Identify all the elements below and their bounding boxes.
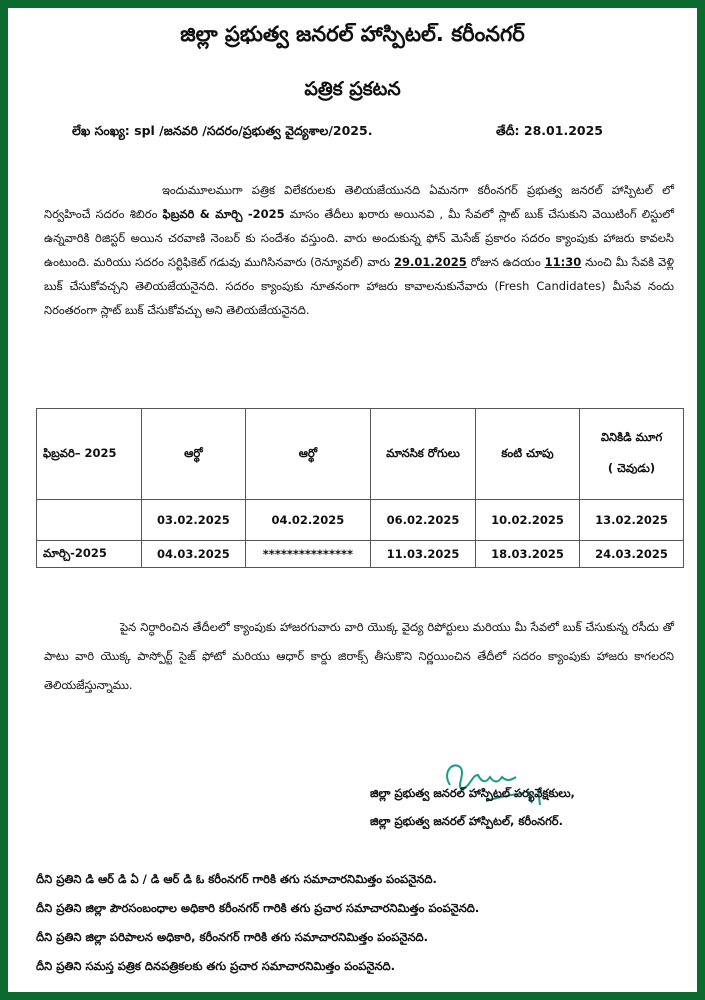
press-release-page [8, 8, 697, 992]
header-month: ఫిబ్రవరి– 2025 [37, 409, 142, 500]
intro-paragraph [44, 178, 674, 322]
feb-date-2: 04.02.2025 [245, 500, 370, 541]
camp-months: ఫిబ్రవరి & మార్చి -2025 [162, 207, 285, 221]
header-ortho-1: ఆర్థో [141, 409, 245, 500]
copy-to-line: దీని ప్రతిని సమస్త పత్రిక దినపత్రికలకు తగు ప్రచార సమాచారనిమిత్తం పంపనైనది. [36, 959, 396, 973]
signatory-office: జిల్లా ప్రభుత్వ జనరల్ హాస్పిటల్, కరీంనగర్. [370, 814, 563, 828]
header-ortho-2: ఆర్థో [245, 409, 370, 500]
mar-date-5: 24.03.2025 [580, 541, 684, 568]
feb-date-3: 06.02.2025 [370, 500, 475, 541]
press-release-heading: పత్రిక ప్రకటన [304, 78, 401, 100]
header-eye: కంటి చూపు [476, 409, 580, 500]
intro-text-4: నుంచి మీ సేవకి వెళ్లి బుక్ చేసుకోవచ్చని తెలియజేయనైనది. సదరం క్యాంపుకు నూతనంగా హాజరు కావాలనుకునేవారు (Fresh Candidates) మీసేవ నందు నిరంతరంగా స్లాట్ బుక్ చేసుకోవచ్చు అని తెలియజేయనైనది. [44, 255, 674, 317]
signature-mark [438, 753, 558, 813]
copy-to-line: దీని ప్రతిని డి ఆర్ డి ఏ / డి ఆర్ డి ఓ కరీంనగర్ గారికి తగు సమాచారనిమిత్తం పంపనైనది. [36, 872, 437, 886]
feb-date-5: 13.02.2025 [580, 500, 684, 541]
copy-to-line: దీని ప్రతిని జిల్లా పౌరసంబంధాల అధికారి కరీంనగర్ గారికి తగు ప్రచార సమాచారనిమిత్తం పంపనైనది. [36, 901, 480, 915]
feb-date-4: 10.02.2025 [476, 500, 580, 541]
reference-number: లేఖ సంఖ్య: spl /జనవరి /సదరం/ప్రభుత్వ వైద్యశాల/2025. [72, 123, 373, 138]
intro-text-1: ఇందుమూలముగా పత్రిక విలేకరులకు తెలియజేయునది ఏమనగా కరీంనగర్ ప్రభుత్వ జనరల్ హాస్పిటల్ లో నిర్వహించే సదరం శిబిరం [44, 183, 674, 221]
mar-date-2: *************** [245, 541, 370, 568]
table-row [37, 500, 684, 541]
camp-schedule-table [36, 408, 684, 568]
instructions-paragraph: పైన నిర్ధారించిన తేదీలలో క్యాంపుకు హాజరగువారు వారి యొక్క వైద్య రిపోర్టులు మరియు మీ సేవలో బుక్ చేసుకున్న రసీదు తో పాటు వారి యొక్క పాస్పోర్ట్ సైజ్ ఫోటో మరియు ఆధార్ కార్డు జిరాక్స్ తీసుకొని నిర్ణయించిన తేదీలో సదరం క్యాంపుకు హాజరు కాగలరని తెలియజేస్తున్నాము. [44, 620, 674, 692]
intro-text-3: రోజున ఉదయం [466, 255, 545, 269]
signatory-title: జిల్లా ప్రభుత్వ జనరల్ హాస్పిటల్ పర్యవేక్షకులు, [370, 786, 575, 800]
header-mental: మానసిక రోగులు [370, 409, 475, 500]
table-row [37, 541, 684, 568]
feb-month-cell [37, 500, 142, 541]
copy-to-line: దీని ప్రతిని జిల్లా పరిపాలన అధికారి, కరీంనగర్ గారికి తగు సమాచారనిమిత్తం పంపనైనది. [36, 930, 429, 944]
intro-text-2: మాసం తేదీలు ఖరారు అయినవి , మీ సేవలో స్లాట్ బుక్ చేసుకుని వెయిటింగ్ లిస్టులో ఉన్నవారికి రిజిస్టర్ అయిన చరవాణి నెంబర్ కు సందేశం వస్తుంది. వారు అందుకున్న ఫోన్ మెసేజ్ ప్రకారం సదరం క్యాంపుకు హాజరు కావలసి ఉంటుంది. మరియు సదరం సర్టిఫికెట్ గడువు ముగిసినవారు (రెన్యూవల్) వారు [44, 207, 675, 269]
feb-date-1: 03.02.2025 [141, 500, 245, 541]
mar-date-3: 11.03.2025 [370, 541, 475, 568]
mar-date-1: 04.03.2025 [141, 541, 245, 568]
mar-date-4: 18.03.2025 [476, 541, 580, 568]
renewal-time: 11:30 [544, 255, 582, 269]
mar-month-cell: మార్చి-2025 [37, 541, 142, 568]
table-header-row [37, 409, 684, 500]
hospital-title: జిల్లా ప్రభుత్వ జనరల్ హాస్పిటల్. కరీంనగర్ [180, 22, 525, 46]
renewal-date: 29.01.2025 [394, 255, 467, 269]
release-date: తేదీ: 28.01.2025 [496, 123, 603, 138]
header-hearing: వినికిడి మూగ ( చెవుడు) [580, 409, 684, 500]
